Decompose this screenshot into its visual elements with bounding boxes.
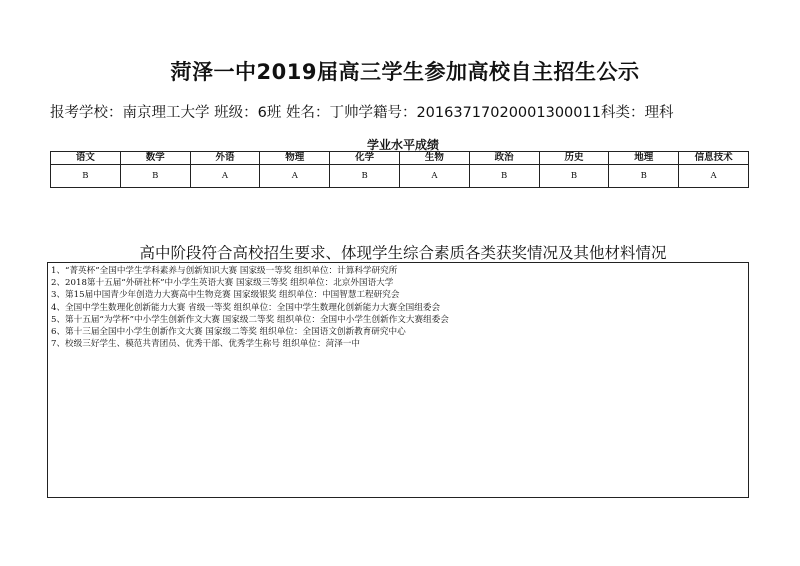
scores-table [50, 151, 749, 188]
grade-cell: B [120, 165, 190, 188]
subject-header: 政治 [469, 152, 539, 165]
subject-header: 数学 [120, 152, 190, 165]
grade-cell: B [539, 165, 609, 188]
subject-header: 生物 [399, 152, 469, 165]
subject-header: 物理 [260, 152, 330, 165]
grade-cell: A [260, 165, 330, 188]
award-item: 7、校级三好学生、模范共青团员、优秀干部、优秀学生称号 组织单位：菏泽一中 [51, 339, 360, 350]
grade-cell: A [190, 165, 260, 188]
student-info-line [50, 101, 673, 122]
awards-box [47, 262, 749, 498]
awards-caption: 高中阶段符合高校招生要求、体现学生综合素质各类获奖情况及其他材料情况 [139, 244, 667, 262]
award-item: 3、第15届中国青少年创造力大赛高中生物竞赛 国家级银奖 组织单位：中国智慧工程研究会 [51, 290, 400, 301]
subject-header: 信息技术 [679, 152, 749, 165]
grade-cell: B [609, 165, 679, 188]
grade-cell: A [399, 165, 469, 188]
award-item: 1、“菁英杯”全国中学生学科素养与创新知识大赛 国家级一等奖 组织单位：计算科学研究所 [51, 266, 398, 276]
scores-grade-row [51, 165, 749, 188]
page-title: 菏泽一中2019届高三学生参加高校自主招生公示 [170, 60, 640, 84]
award-item: 5、第十五届“为学杯”中小学生创新作文大赛 国家级二等奖 组织单位：全国中小学生创新作文大赛组委会 [51, 314, 449, 325]
subject-header: 历史 [539, 152, 609, 165]
subject-header: 语文 [51, 152, 121, 165]
award-item: 2、2018第十五届“外研社杯”中小学生英语大赛 国家级三等奖 组织单位：北京外国语大学 [51, 278, 394, 289]
subject-header: 地理 [609, 152, 679, 165]
grade-cell: B [51, 165, 121, 188]
grade-cell: B [469, 165, 539, 188]
scores-caption: 学业水平成绩 [366, 138, 439, 152]
award-item: 6、第十三届全国中小学生创新作文大赛 国家级二等奖 组织单位：全国语文创新教育研究中心 [51, 327, 406, 338]
grade-cell: B [330, 165, 400, 188]
award-item: 4、全国中学生数理化创新能力大赛 省级一等奖 组织单位：全国中学生数理化创新能力大赛全国组委会 [51, 302, 441, 313]
grade-cell: A [679, 165, 749, 188]
subject-header: 化学 [330, 152, 400, 165]
scores-header-row [51, 152, 749, 165]
subject-header: 外语 [190, 152, 260, 165]
student-info-text: 报考学校：南京理工大学 班级：6班 姓名：丁帅学籍号：20163717020001300011科类：理科 [50, 105, 674, 121]
